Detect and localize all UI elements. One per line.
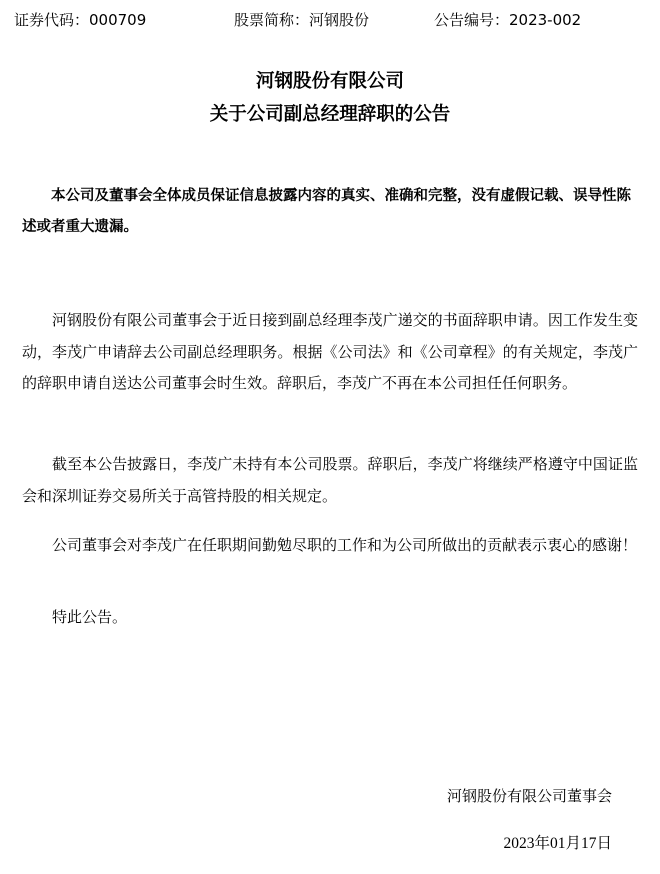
body-paragraph-closing: 特此公告。 [52,608,128,626]
stock-code: 证券代码：000709 [14,11,147,29]
announcement-date: 2023年01月17日 [503,835,612,852]
company-title: 河钢股份有限公司 [255,71,404,92]
announcement-title: 关于公司副总经理辞职的公告 [209,104,451,125]
board-guarantee-notice: 本公司及董事会全体成员保证信息披露内容的真实、准确和完整，没有虚假记载、误导性陈述或者重大遗漏。 [22,188,631,235]
signature-board: 河钢股份有限公司董事会 [446,787,612,805]
body-paragraph-resignation: 河钢股份有限公司董事会于近日接到副总经理李茂广递交的书面辞职申请。因工作发生变动，李茂广申请辞去公司副总经理职务。根据《公司法》和《公司章程》的有关规定，李茂广的辞职申请自送达公司董事会时生效。辞职后，李茂广不再在本公司担任任何职务。 [22,311,638,392]
stock-name: 股票简称：河钢股份 [234,11,370,29]
document-header [0,8,660,32]
body-paragraph-shareholding: 截至本公告披露日，李茂广未持有本公司股票。辞职后，李茂广将继续严格遵守中国证监会和深圳证券交易所关于高管持股的相关规定。 [22,455,638,505]
announcement-number: 公告编号：2023-002 [434,11,582,29]
body-paragraph-thanks: 公司董事会对李茂广在任职期间勤勉尽职的工作和为公司所做出的贡献表示衷心的感谢！ [52,536,638,554]
